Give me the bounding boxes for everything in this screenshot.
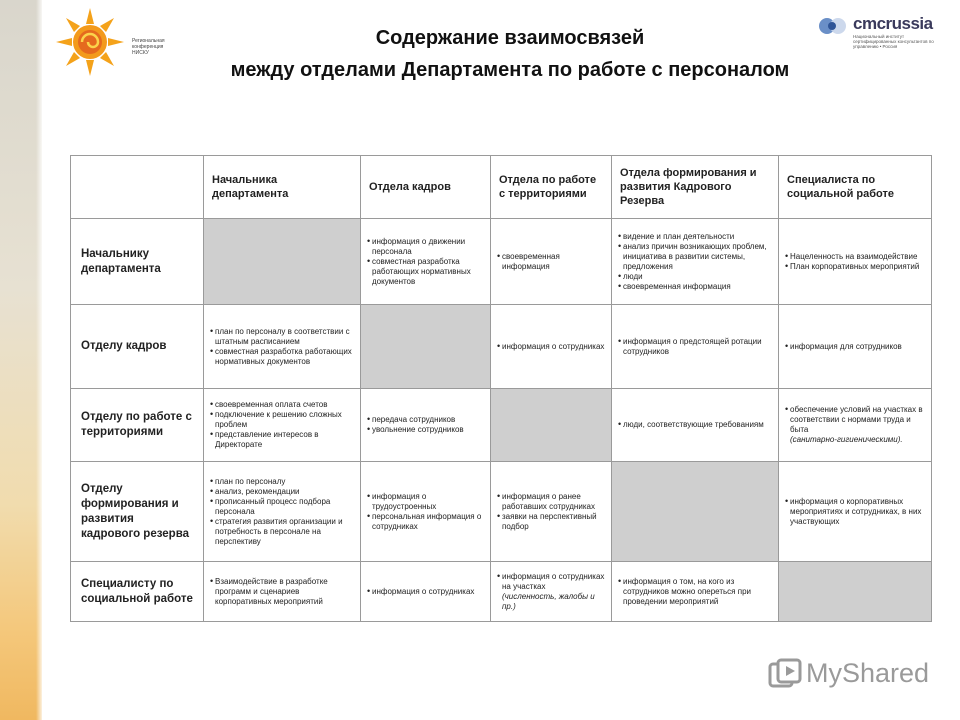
bullet-list	[210, 400, 354, 450]
table-header-row	[71, 156, 932, 219]
bullet-list	[210, 577, 354, 607]
list-item: • информация о ранее работавших сотрудниках	[497, 492, 605, 512]
table-cell	[612, 305, 779, 389]
bullet-list	[497, 342, 605, 352]
table-cell	[204, 562, 361, 622]
list-item: • представление интересов в Директорате	[210, 430, 354, 450]
list-item: • анализ причин возникающих проблем, инициатива в развитии системы, предложения	[618, 242, 772, 272]
bullet-list	[367, 587, 484, 597]
diagonal-empty-cell	[204, 219, 361, 305]
table-cell	[612, 219, 779, 305]
bullet-list	[210, 477, 354, 547]
table-cell	[204, 305, 361, 389]
left-decorative-stripe	[0, 0, 42, 720]
column-header: Начальника департамента	[204, 156, 361, 219]
row-header: Отделу по работе с территориями	[71, 389, 204, 462]
table-cell	[612, 389, 779, 462]
table-row	[71, 305, 932, 389]
list-item: • своевременная информация	[618, 282, 772, 292]
table-cell	[204, 462, 361, 562]
bullet-list	[618, 420, 772, 430]
list-item: • информация о том, на кого из сотрудников можно опереться при проведении мероприятий	[618, 577, 772, 607]
column-header: Специалиста по социальной работе	[779, 156, 932, 219]
bullet-list	[367, 492, 484, 532]
bullet-list	[618, 337, 772, 357]
table-cell	[361, 462, 491, 562]
bullet-list	[497, 492, 605, 532]
title-line-1: Содержание взаимосвязей	[375, 27, 645, 49]
bullet-list	[367, 415, 484, 435]
table-cell	[779, 389, 932, 462]
myshared-logo-icon	[768, 658, 802, 692]
list-item: • информация о предстоящей ротации сотрудников	[618, 337, 772, 357]
list-item: • люди	[618, 272, 772, 282]
list-item: • информация о сотрудниках	[367, 587, 484, 597]
table-cell	[361, 219, 491, 305]
bullet-list	[785, 497, 925, 527]
title-line-2: между отделами Департамента по работе с персоналом	[230, 59, 790, 81]
table-cell	[491, 219, 612, 305]
table-cell	[361, 389, 491, 462]
list-item: • увольнение сотрудников	[367, 425, 484, 435]
diagonal-empty-cell	[491, 389, 612, 462]
list-item: • передача сотрудников	[367, 415, 484, 425]
bullet-list	[210, 327, 354, 367]
list-item: • Нацеленность на взаимодействие	[785, 252, 925, 262]
list-item: • информация о трудоустроенных	[367, 492, 484, 512]
table-cell	[779, 462, 932, 562]
cell-note: (численность, жалобы и пр.)	[502, 591, 595, 611]
list-item: • план по персоналу	[210, 477, 354, 487]
column-header: Отдела по работе с территориями	[491, 156, 612, 219]
relations-table	[70, 155, 932, 622]
list-item: • своевременная оплата счетов	[210, 400, 354, 410]
row-header: Начальнику департамента	[71, 219, 204, 305]
bullet-list	[785, 252, 925, 272]
list-item: • обеспечение условий на участках в соответствии с нормами труда и быта	[785, 405, 925, 435]
bullet-list	[497, 572, 605, 592]
table-cell	[491, 562, 612, 622]
list-item: • совместная разработка работающих нормативных документов	[210, 347, 354, 367]
list-item: • План корпоративных мероприятий	[785, 262, 925, 272]
list-item: • информация о корпоративных мероприятиях и сотрудниках, в них участвующих	[785, 497, 925, 527]
row-header: Отделу формирования и развития кадрового резерва	[71, 462, 204, 562]
table-cell	[361, 562, 491, 622]
bullet-list	[618, 232, 772, 292]
list-item: • информация о движении персонала	[367, 237, 484, 257]
list-item: • заявки на перспективный подбор	[497, 512, 605, 532]
row-header: Отделу кадров	[71, 305, 204, 389]
table-row	[71, 462, 932, 562]
column-header: Отдела кадров	[361, 156, 491, 219]
bullet-list	[785, 342, 925, 352]
list-item: • план по персоналу в соответствии с штатным расписанием	[210, 327, 354, 347]
table-row	[71, 562, 932, 622]
bullet-list	[618, 577, 772, 607]
table-cell	[612, 562, 779, 622]
list-item: • подключение к решению сложных проблем	[210, 410, 354, 430]
table-cell	[779, 305, 932, 389]
cmc-logo-word: cmcrussia	[853, 14, 933, 33]
table-cell	[204, 389, 361, 462]
list-item: • Взаимодействие в разработке программ и сценариев корпоративных мероприятий	[210, 577, 354, 607]
list-item: • видение и план деятельности	[618, 232, 772, 242]
table-row	[71, 219, 932, 305]
diagonal-empty-cell	[361, 305, 491, 389]
bullet-list	[367, 237, 484, 287]
diagonal-empty-cell	[779, 562, 932, 622]
list-item: • совместная разработка работающих нормативных документов	[367, 257, 484, 287]
list-item: • персональная информация о сотрудниках	[367, 512, 484, 532]
table-row	[71, 389, 932, 462]
bullet-list	[785, 405, 925, 435]
table-cell	[491, 462, 612, 562]
table-cell	[779, 219, 932, 305]
sun-logo-icon	[50, 6, 135, 76]
list-item: • люди, соответствующие требованиям	[618, 420, 772, 430]
bullet-list	[497, 252, 605, 272]
cell-note: (санитарно-гигиеническими).	[790, 435, 903, 444]
myshared-watermark	[768, 654, 938, 698]
diagonal-empty-cell	[612, 462, 779, 562]
table-cell	[491, 305, 612, 389]
logo-left-caption: Региональная конференция НИСКУ	[132, 38, 165, 56]
list-item: • информация о сотрудниках на участках	[497, 572, 605, 592]
list-item: • информация о сотрудниках	[497, 342, 605, 352]
row-header: Специалисту по социальной работе	[71, 562, 204, 622]
list-item: • прописанный процесс подбора персонала	[210, 497, 354, 517]
page-title	[170, 22, 850, 86]
list-item: • своевременная информация	[497, 252, 605, 272]
cmc-logo-subtitle: Национальный институт сертифицированных консультантов по управлению • Россия	[853, 34, 934, 49]
corner-cell	[71, 156, 204, 219]
myshared-text: MyShared	[806, 658, 930, 688]
list-item: • стратегия развития организации и потребность в персонале на перспективу	[210, 517, 354, 547]
list-item: • информация для сотрудников	[785, 342, 925, 352]
list-item: • анализ, рекомендации	[210, 487, 354, 497]
column-header: Отдела формирования и развития Кадрового Резерва	[612, 156, 779, 219]
